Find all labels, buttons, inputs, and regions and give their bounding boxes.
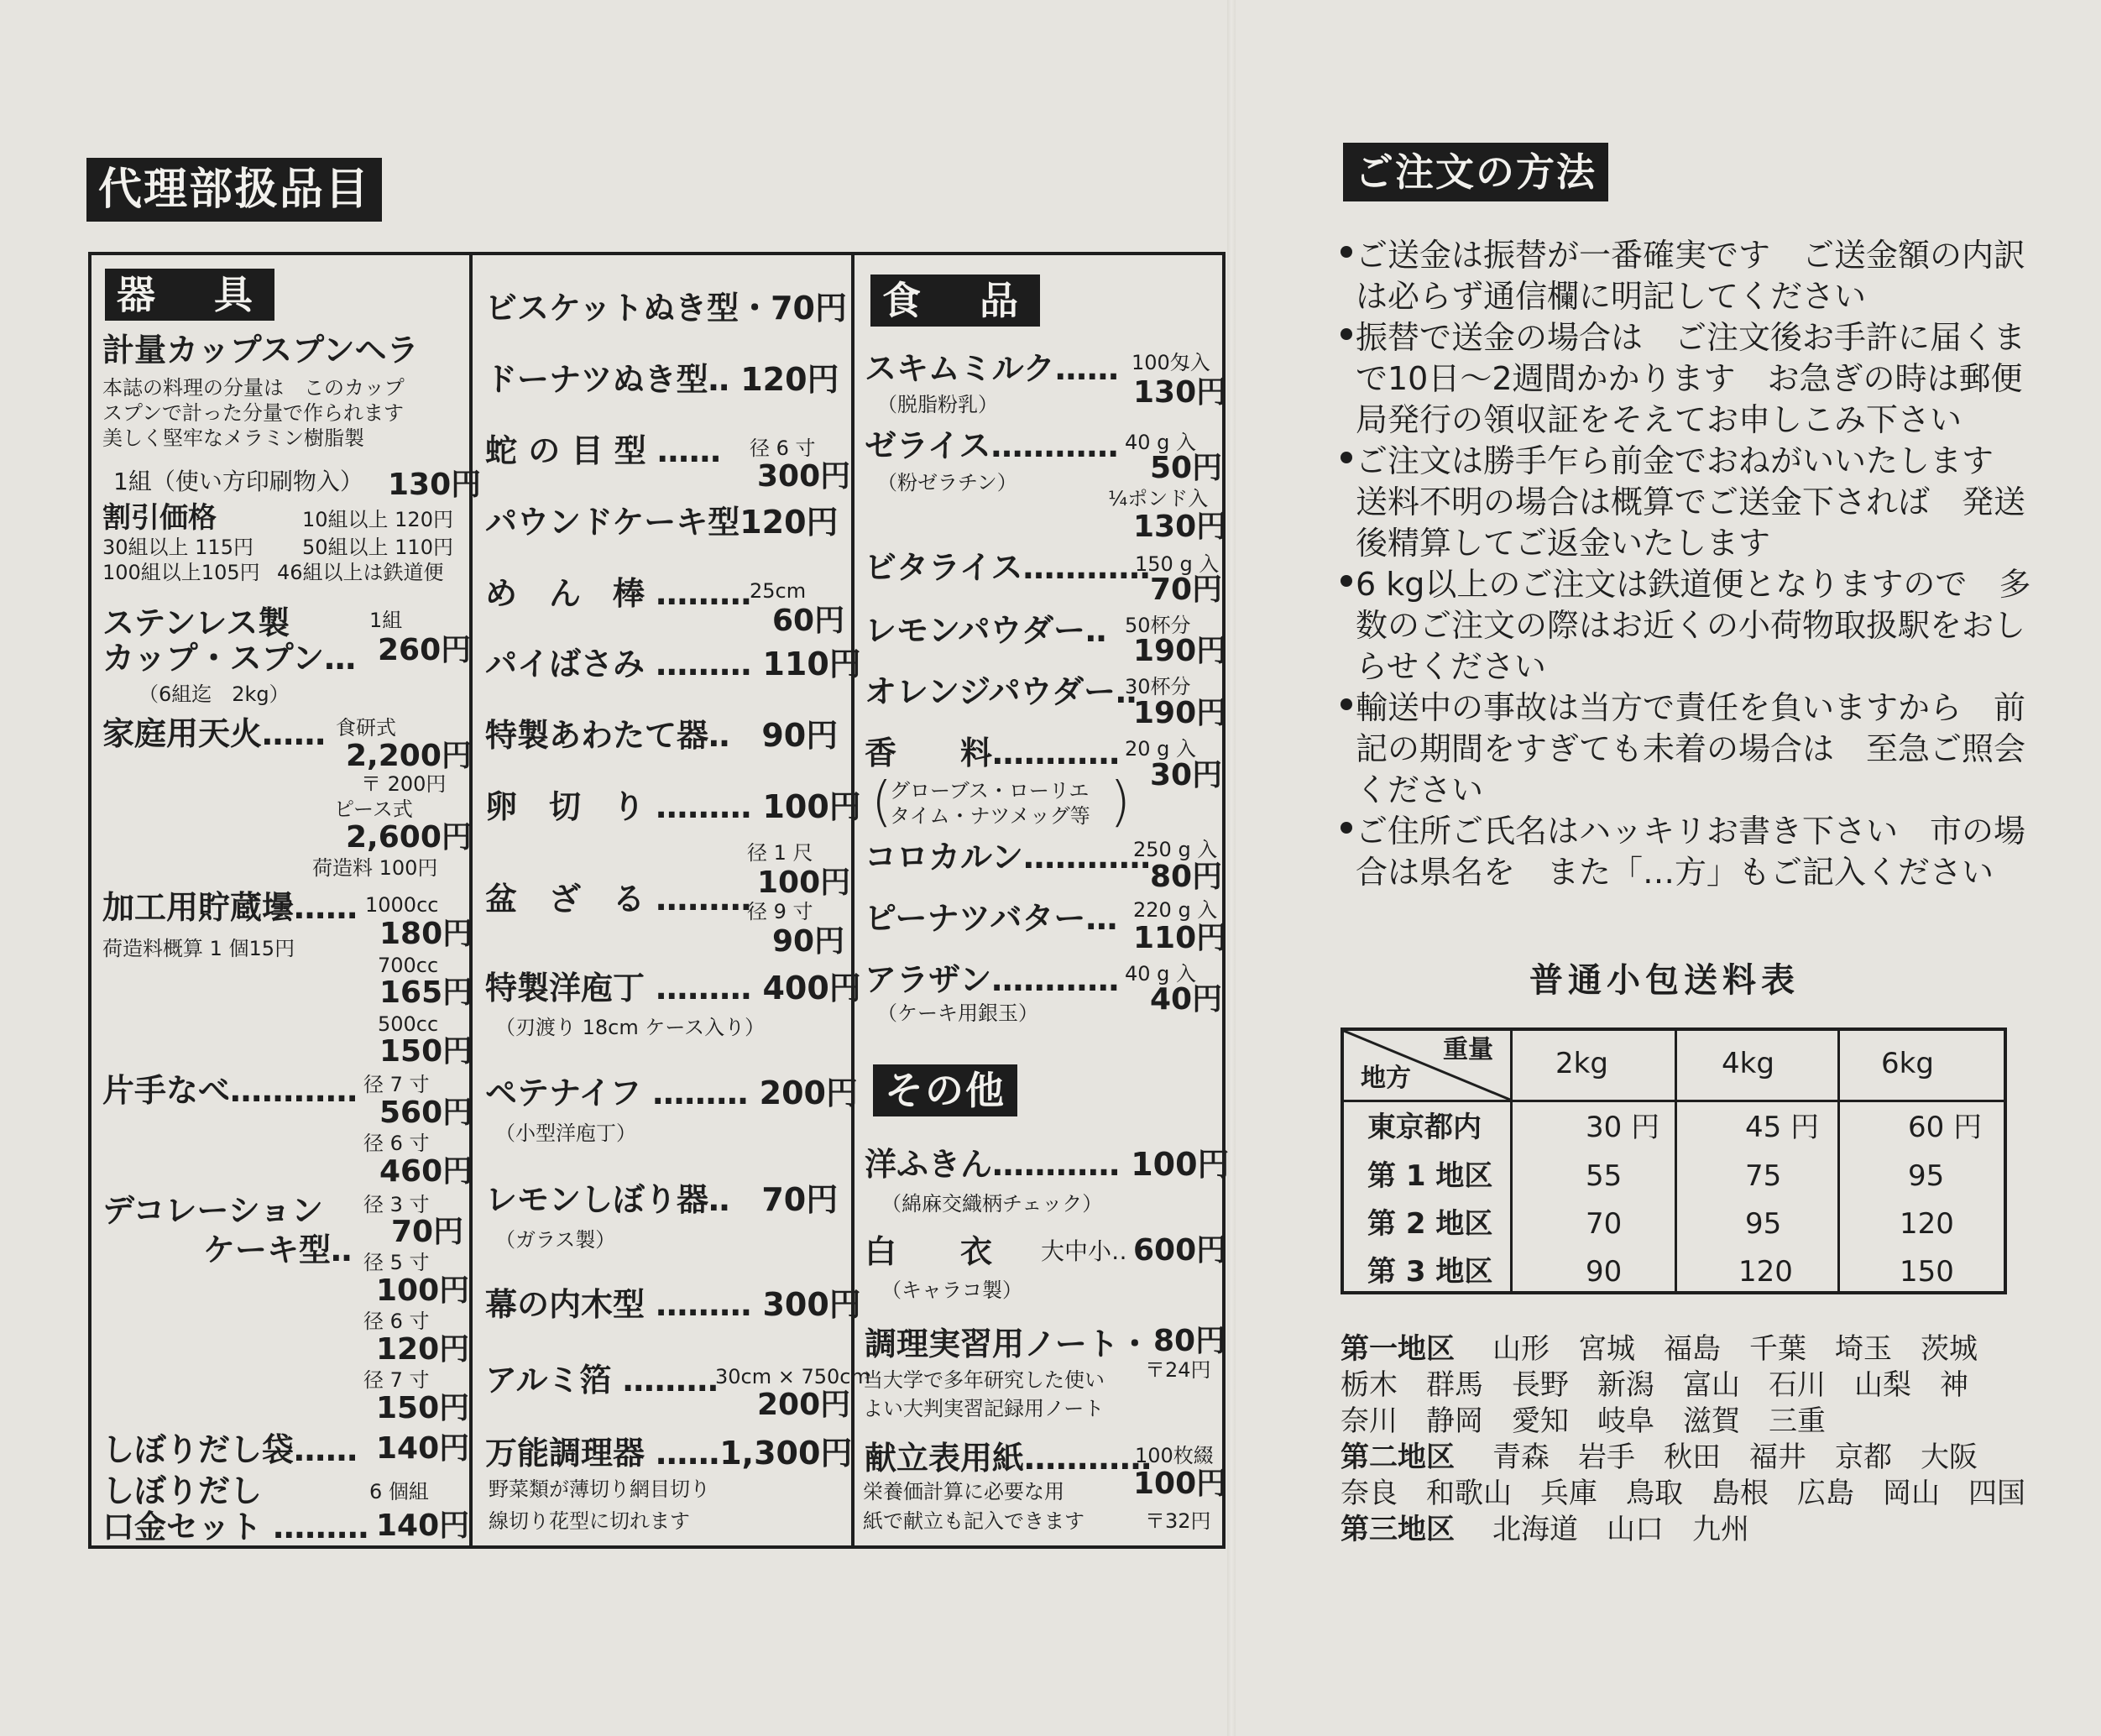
item-detail: ¼ポンド入 bbox=[1108, 487, 1209, 510]
table-cell: 60 円 bbox=[1908, 1111, 1983, 1144]
table-rule bbox=[1837, 1031, 1840, 1291]
table-corner-region: 地方 bbox=[1361, 1064, 1411, 1093]
item-orange: オレンジパウダー‥ bbox=[865, 673, 1137, 710]
table-cell: 120 bbox=[1738, 1255, 1793, 1289]
item-detail: 径 7 寸 bbox=[363, 1073, 430, 1096]
item-broiler: 家庭用天火…… bbox=[102, 715, 327, 752]
item-note: 線切り花型に切れます bbox=[489, 1509, 690, 1533]
item-note: （6組迄 2kg） bbox=[138, 682, 290, 706]
item-desc: 美しく堅牢なメラミン樹脂製 bbox=[102, 426, 364, 450]
item-detail: 径 6 寸 bbox=[363, 1132, 430, 1155]
item-note: 当大学で多年研究した使い bbox=[863, 1368, 1105, 1392]
region-line: 栃木 群馬 長野 新潟 富山 石川 山梨 神 bbox=[1341, 1368, 1968, 1402]
table-cell: 120 bbox=[1900, 1207, 1954, 1241]
order-line: 記の期間をすぎても未着の場合は 至急ご照会 bbox=[1356, 730, 2026, 767]
item-pound: パウンドケーキ型120円 bbox=[485, 504, 839, 541]
item-vita: ビタライス………… bbox=[865, 549, 1151, 586]
item-detail: 40 g 入 bbox=[1125, 431, 1197, 454]
item-detail: 1000cc bbox=[365, 893, 439, 917]
item-price: 80円 bbox=[1150, 860, 1223, 894]
item-price: 140円 bbox=[376, 1509, 470, 1543]
item-knife: 特製洋庖丁 ……… 400円 bbox=[485, 970, 861, 1007]
table-rule bbox=[1510, 1031, 1513, 1291]
item-price: 600円 bbox=[1133, 1233, 1227, 1268]
item-notebook: 調理実習用ノート・ bbox=[865, 1326, 1151, 1362]
bullet bbox=[1341, 698, 1352, 710]
item-towel: 洋ふきん………… 100円 bbox=[865, 1146, 1230, 1183]
table-region: 第 3 地区 bbox=[1367, 1255, 1493, 1289]
table-cell: 45 円 bbox=[1745, 1111, 1820, 1144]
item-price: 2,200円 bbox=[346, 739, 472, 773]
item-detail: 40 g 入 bbox=[1125, 962, 1197, 986]
table-cell: 95 bbox=[1908, 1159, 1945, 1193]
table-region: 第 1 地区 bbox=[1367, 1159, 1493, 1193]
item-price: 150円 bbox=[376, 1391, 470, 1425]
bullet bbox=[1341, 328, 1352, 340]
item-detail: 径 7 寸 bbox=[363, 1368, 430, 1392]
region-line: 青森 岩手 秋田 福井 京都 大阪 bbox=[1492, 1441, 1978, 1474]
table-cell: 55 bbox=[1586, 1159, 1623, 1193]
order-line: 振替で送金の場合は ご注文後お手許に届くま bbox=[1356, 319, 2026, 356]
item-stainless: ステンレス製 bbox=[102, 604, 290, 641]
item-detail: 50組以上 110円 bbox=[302, 536, 453, 559]
item-menu: 献立表用紙………… bbox=[865, 1440, 1152, 1477]
table-region: 第 2 地区 bbox=[1367, 1207, 1493, 1241]
item-gelatin: ゼライス………… bbox=[865, 427, 1119, 464]
item-stainless: カップ・スプン… bbox=[102, 640, 357, 677]
region-label: 第三地区 bbox=[1341, 1513, 1455, 1546]
item-price: 100円 bbox=[757, 865, 851, 900]
item-coat: 白 衣 bbox=[865, 1233, 993, 1270]
order-line: 後精算してご返金いたします bbox=[1356, 525, 1771, 562]
item-detail: 〒24円 bbox=[1145, 1358, 1211, 1382]
item-rolling: め ん 棒 ……… bbox=[485, 575, 752, 612]
region-line: 北海道 山口 九州 bbox=[1492, 1513, 1749, 1546]
item-nozzle: 口金セット ……… bbox=[102, 1509, 369, 1545]
item-arazan: アラザン………… bbox=[865, 961, 1120, 998]
item-price: 40円 bbox=[1150, 982, 1223, 1017]
item-detail: 46組以上は鉄道便 bbox=[277, 561, 444, 584]
order-line: ください bbox=[1356, 771, 1484, 808]
paren-left: ( bbox=[871, 771, 892, 834]
item-note: よい大判実習記録用ノート bbox=[863, 1397, 1105, 1420]
item-detail: 30組以上 115円 bbox=[102, 536, 253, 559]
item-detail: 径 5 寸 bbox=[363, 1251, 430, 1274]
item-price: 100円 bbox=[376, 1273, 470, 1308]
item-detail: 径 1 尺 bbox=[747, 841, 813, 865]
item-note: （ガラス製） bbox=[495, 1228, 616, 1252]
section-other: その他 bbox=[873, 1064, 1017, 1116]
item-note: グローブス・ローリエ bbox=[890, 779, 1090, 803]
item-desc: 本誌の料理の分量は このカップ bbox=[102, 376, 405, 400]
order-line: らせください bbox=[1356, 648, 1546, 685]
item-price: 300円 bbox=[757, 459, 851, 494]
item-price: 190円 bbox=[1133, 696, 1227, 730]
item-deco: デコレーション bbox=[102, 1192, 323, 1229]
item-detail: 大中小‥ bbox=[1041, 1237, 1127, 1265]
item-detail: ピース式 bbox=[334, 797, 413, 821]
section-food: 食 品 bbox=[870, 275, 1040, 327]
item-detail: 100匁入 bbox=[1132, 351, 1210, 374]
item-detail: 径 6 寸 bbox=[750, 437, 816, 460]
order-title: ご注文の方法 bbox=[1343, 143, 1608, 201]
table-header: 2kg bbox=[1555, 1047, 1608, 1080]
item-price: 560円 bbox=[379, 1095, 473, 1130]
item-storage: 加工用貯蔵壜…… bbox=[102, 889, 358, 926]
item-note: （刃渡り 18cm ケース入り） bbox=[495, 1016, 766, 1039]
item-price: 2,600円 bbox=[346, 820, 472, 855]
item-label: 割引価格 bbox=[102, 501, 217, 535]
table-header: 4kg bbox=[1722, 1047, 1774, 1080]
item-donut: ドーナツぬき型‥ 120円 bbox=[485, 361, 839, 398]
item-price: 70円 bbox=[391, 1215, 464, 1249]
table-cell: 95 bbox=[1745, 1207, 1782, 1241]
item-nozzle: しぼりだし bbox=[102, 1472, 263, 1509]
region-label: 第二地区 bbox=[1341, 1441, 1455, 1474]
item-detail: 100組以上105円 bbox=[102, 561, 260, 584]
table-cell: 30 円 bbox=[1586, 1111, 1660, 1144]
item-measuring: 計量カップスプンヘラ bbox=[102, 332, 419, 369]
order-line: 輸送中の事故は当方で責任を負いますから 前 bbox=[1356, 689, 2026, 726]
item-petty: ペテナイフ ……… 200円 bbox=[485, 1075, 858, 1111]
region-label: 第一地区 bbox=[1341, 1332, 1455, 1366]
item-price: 460円 bbox=[379, 1154, 473, 1189]
item-price: 60円 bbox=[772, 604, 845, 638]
region-line: 山形 宮城 福島 千葉 埼玉 茨城 bbox=[1492, 1332, 1978, 1366]
item-detail: 荷造料 100円 bbox=[312, 856, 438, 880]
table-rule bbox=[1344, 1100, 2004, 1102]
shipping-table bbox=[1341, 1027, 2007, 1294]
item-price: 120円 bbox=[376, 1332, 470, 1367]
table-cell: 75 bbox=[1745, 1159, 1782, 1193]
item-pie: パイばさみ ……… 110円 bbox=[485, 646, 861, 682]
item-colander: 盆 ざ る ……… bbox=[485, 881, 752, 918]
item-detail: 100枚綴 bbox=[1135, 1444, 1214, 1467]
item-pan: 片手なべ………… bbox=[102, 1072, 358, 1109]
item-detail: 径 9 寸 bbox=[747, 900, 813, 923]
table-rule bbox=[1675, 1031, 1677, 1291]
item-detail: 250 g 入 bbox=[1133, 838, 1218, 861]
item-snake: 蛇 の 目 型 …… bbox=[485, 432, 721, 469]
item-note: （小型洋庖丁） bbox=[495, 1122, 636, 1145]
column-divider bbox=[469, 255, 473, 1545]
item-price: 110円 bbox=[1133, 921, 1227, 955]
order-line: 局発行の領収証をそえてお申しこみ下さい bbox=[1356, 401, 1963, 438]
item-price: 30円 bbox=[1150, 758, 1223, 792]
item-note: 野菜類が薄切り網目切り bbox=[489, 1477, 710, 1501]
item-desc: スプンで計った分量で作られます bbox=[102, 401, 405, 425]
item-deco: ケーキ型‥ bbox=[203, 1231, 353, 1268]
table-cell: 70 bbox=[1586, 1207, 1623, 1241]
item-detail: 6 個組 bbox=[369, 1480, 429, 1503]
region-line: 奈良 和歌山 兵庫 鳥取 島根 広島 岡山 四国 bbox=[1341, 1477, 2025, 1510]
item-price: 165円 bbox=[379, 975, 473, 1010]
item-label: 1組（使い方印刷物入） bbox=[113, 468, 363, 495]
page-fold bbox=[1227, 0, 1236, 1736]
section-equipment: 器 具 bbox=[105, 269, 274, 321]
item-detail: 30cm × 750cm bbox=[715, 1365, 870, 1388]
item-bag: しぼりだし袋…… bbox=[102, 1431, 358, 1468]
item-price: 150円 bbox=[379, 1034, 473, 1069]
table-corner-weight: 重量 bbox=[1443, 1035, 1493, 1064]
item-note: 栄養価計算に必要な用 bbox=[863, 1480, 1064, 1503]
item-slicer: 万能調理器 ……1,300円 bbox=[485, 1435, 853, 1472]
order-line: 数のご注文の際はお近くの小荷物取扱駅をおし bbox=[1356, 607, 2026, 644]
item-detail: 700cc bbox=[378, 954, 439, 977]
item-detail: 500cc bbox=[378, 1012, 439, 1036]
shipping-title: 普通小包送料表 bbox=[1529, 961, 1800, 1000]
order-line: ご注文は勝手乍ら前金でおねがいいたします bbox=[1356, 442, 1994, 479]
table-cell: 90 bbox=[1586, 1255, 1623, 1289]
item-detail: 220 g 入 bbox=[1133, 898, 1218, 922]
item-foil: アルミ箔 ……… bbox=[485, 1362, 719, 1399]
item-lemonp: レモンパウダー‥ bbox=[865, 612, 1107, 649]
item-detail: 10組以上 120円 bbox=[302, 508, 453, 531]
item-note: （脱脂粉乳） bbox=[877, 393, 998, 416]
order-line: ご送金は振替が一番確実です ご送金額の内訳 bbox=[1356, 237, 2026, 274]
item-peanut: ピーナツバター… bbox=[865, 900, 1118, 937]
bullet bbox=[1341, 452, 1352, 463]
item-note: 荷造料概算 1 個15円 bbox=[102, 937, 295, 960]
column-divider bbox=[851, 255, 855, 1545]
bullet bbox=[1341, 822, 1352, 834]
region-line: 奈川 静岡 愛知 岐阜 滋賀 三重 bbox=[1341, 1404, 1826, 1438]
bullet bbox=[1341, 246, 1352, 258]
item-skim: スキムミルク…… bbox=[865, 350, 1119, 387]
item-detail: 30杯分 bbox=[1125, 675, 1191, 698]
item-detail: 〒32円 bbox=[1145, 1509, 1211, 1533]
item-note: （ケーキ用銀玉） bbox=[877, 1001, 1038, 1025]
order-line: で10日～2週間かかります お急ぎの時は郵便 bbox=[1356, 360, 2023, 397]
paren-right: ) bbox=[1110, 771, 1131, 834]
item-egg: 卵 切 り ……… 100円 bbox=[485, 788, 861, 825]
item-detail: 150 g 入 bbox=[1135, 552, 1220, 576]
item-note: （キャラコ製） bbox=[881, 1278, 1022, 1302]
item-note: 紙で献立も記入できます bbox=[863, 1509, 1084, 1533]
item-koro: コロカルン………… bbox=[865, 839, 1152, 876]
item-price: 130円 bbox=[1133, 510, 1227, 544]
item-detail: 径 6 寸 bbox=[363, 1310, 430, 1333]
bullet bbox=[1341, 575, 1352, 587]
item-price: 80円 bbox=[1153, 1324, 1226, 1358]
item-note: （粉ゼラチン） bbox=[877, 471, 1017, 494]
item-price: 190円 bbox=[1133, 634, 1227, 668]
page-title: 代理部扱品目 bbox=[86, 158, 382, 222]
item-note: タイム・ナツメッグ等 bbox=[890, 804, 1090, 828]
item-price: 100円 bbox=[1133, 1467, 1227, 1501]
item-price: 90円 bbox=[772, 924, 845, 959]
table-cell: 150 bbox=[1900, 1255, 1954, 1289]
item-detail: 25cm bbox=[750, 579, 807, 603]
item-detail: 径 3 寸 bbox=[363, 1193, 430, 1216]
table-header: 6kg bbox=[1881, 1047, 1934, 1080]
item-detail: 20 g 入 bbox=[1125, 737, 1197, 761]
item-price: 130円 bbox=[1133, 375, 1227, 410]
item-price: 180円 bbox=[379, 917, 473, 951]
item-spice: 香 料………… bbox=[865, 735, 1121, 771]
order-line: 送料不明の場合は概算でご送金下されば 発送 bbox=[1356, 484, 2026, 520]
item-price: 200円 bbox=[757, 1388, 851, 1422]
item-lemon: レモンしぼり器‥ 70円 bbox=[485, 1181, 839, 1218]
order-line: は必らず通信欄に明記してください bbox=[1356, 278, 1867, 315]
order-line: 合は県名を また「…方」もご記入ください bbox=[1356, 854, 1994, 891]
order-line: ご住所ご氏名はハッキリお書き下さい 市の場 bbox=[1356, 813, 2026, 850]
item-price: 70円 bbox=[1150, 573, 1223, 607]
item-biscuit: ビスケットぬき型・70円 bbox=[485, 290, 847, 327]
item-price: 130円 bbox=[388, 468, 482, 502]
item-note: （綿麻交織柄チェック） bbox=[881, 1192, 1103, 1216]
item-detail: 〒 200円 bbox=[361, 772, 447, 796]
item-detail: 50杯分 bbox=[1125, 614, 1191, 637]
table-region: 東京都内 bbox=[1367, 1111, 1482, 1144]
item-mold: 幕の内木型 ……… 300円 bbox=[485, 1286, 861, 1323]
item-price: 50円 bbox=[1150, 451, 1223, 485]
item-detail: 食研式 bbox=[336, 716, 396, 740]
item-whisk: 特製あわたて器‥ 90円 bbox=[485, 717, 839, 754]
item-detail: 1組 bbox=[369, 609, 403, 632]
item-price: 260円 bbox=[378, 633, 472, 667]
order-line: 6 kg以上のご注文は鉄道便となりますので 多 bbox=[1356, 566, 2031, 603]
item-price: 140円 bbox=[376, 1431, 470, 1466]
